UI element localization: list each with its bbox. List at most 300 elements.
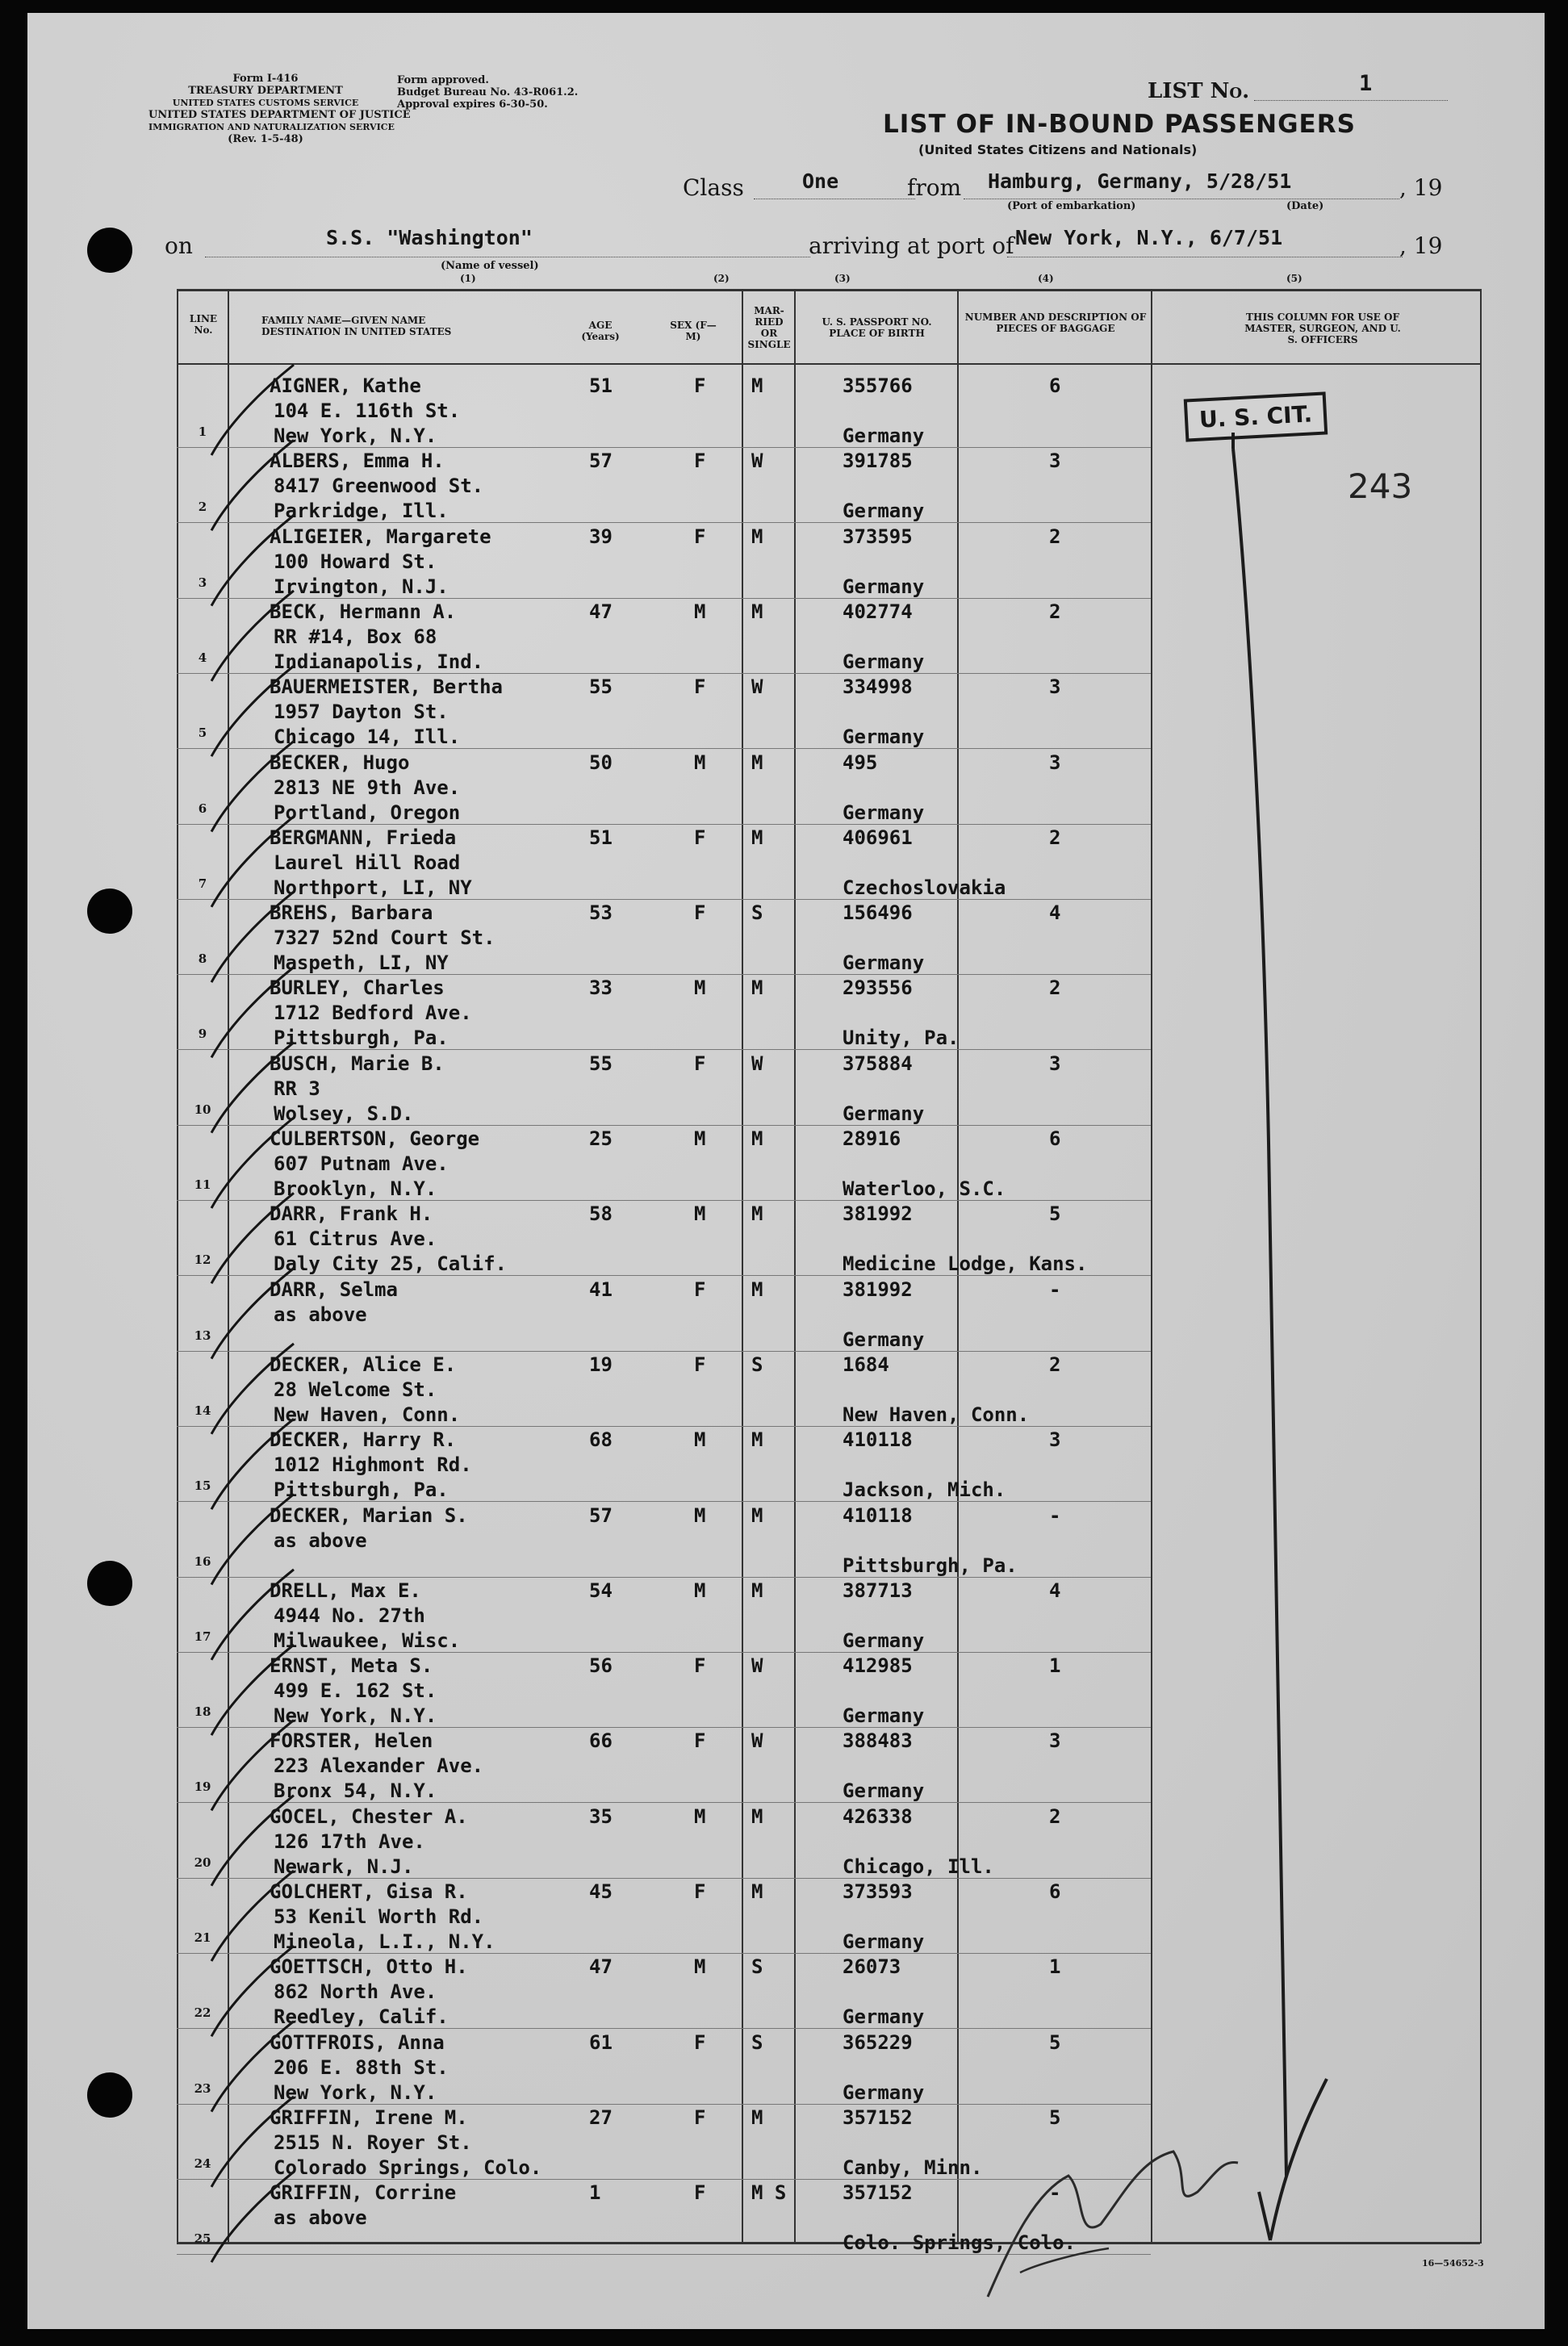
place-of-birth: Waterloo, S.C. bbox=[843, 1177, 1006, 1200]
passenger-marital-status: M bbox=[751, 2106, 763, 2129]
passenger-marital-status: W bbox=[751, 1654, 763, 1678]
header-name: FAMILY NAME—GIVEN NAME DESTINATION IN UNITED STATES bbox=[261, 315, 452, 337]
passenger-city-line: New Haven, Conn. bbox=[274, 1403, 461, 1426]
baggage-count: 3 bbox=[1049, 675, 1061, 699]
passenger-name: DECKER, Alice E. bbox=[270, 1353, 457, 1376]
passenger-name: DARR, Frank H. bbox=[270, 1202, 433, 1226]
passport-number: 1684 bbox=[843, 1353, 889, 1376]
line-number: 1 bbox=[198, 424, 207, 439]
passenger-age: 54 bbox=[589, 1579, 613, 1602]
header-baggage: NUMBER AND DESCRIPTION OF PIECES OF BAGGAGE bbox=[964, 312, 1147, 334]
place-of-birth: Pittsburgh, Pa. bbox=[843, 1554, 1018, 1577]
line-number: 13 bbox=[194, 1328, 211, 1343]
place-of-birth: Germany bbox=[843, 1629, 925, 1652]
baggage-count: 2 bbox=[1049, 1804, 1061, 1828]
place-of-birth: Germany bbox=[843, 1328, 925, 1351]
check-mark bbox=[211, 1570, 294, 1660]
passenger-address-line: 8417 Greenwood St. bbox=[274, 475, 484, 498]
check-mark bbox=[211, 666, 294, 756]
arriving-value: New York, N.Y., 6/7/51 bbox=[1015, 226, 1283, 249]
approval-line: Budget Bureau No. 43-R061.2. bbox=[397, 86, 579, 98]
baggage-count: 6 bbox=[1049, 1880, 1061, 1903]
baggage-count: 2 bbox=[1049, 976, 1061, 1000]
passport-number: 381992 bbox=[843, 1202, 913, 1226]
line-number: 11 bbox=[194, 1177, 211, 1192]
passenger-address-line: 126 17th Ave. bbox=[274, 1830, 425, 1853]
passport-number: 406961 bbox=[843, 826, 913, 849]
passenger-sex: M bbox=[694, 1428, 706, 1452]
passport-number: 373593 bbox=[843, 1880, 913, 1903]
baggage-count: 6 bbox=[1049, 374, 1061, 397]
passenger-marital-status: S bbox=[751, 2030, 763, 2054]
on-label: on bbox=[165, 232, 193, 259]
passenger-sex: M bbox=[694, 976, 706, 1000]
line-number: 22 bbox=[194, 2005, 211, 2021]
place-of-birth: Germany bbox=[843, 1779, 925, 1803]
passenger-city-line: Mineola, L.I., N.Y. bbox=[274, 1930, 495, 1953]
agency-line: TREASURY DEPARTMENT bbox=[188, 85, 343, 97]
passport-number: 357152 bbox=[843, 2106, 913, 2129]
baggage-count: 5 bbox=[1049, 1202, 1061, 1226]
baggage-count: 3 bbox=[1049, 751, 1061, 774]
baggage-count: 5 bbox=[1049, 2106, 1061, 2129]
passport-number: 156496 bbox=[843, 901, 913, 925]
col-number-3: (3) bbox=[834, 273, 851, 284]
passport-number: 410118 bbox=[843, 1428, 913, 1452]
passenger-sex: F bbox=[694, 450, 706, 473]
passenger-marital-status: M bbox=[751, 600, 763, 623]
passenger-city-line: Northport, LI, NY bbox=[274, 876, 472, 899]
place-of-birth: Medicine Lodge, Kans. bbox=[843, 1252, 1088, 1276]
passenger-name: BECKER, Hugo bbox=[270, 751, 410, 774]
passenger-marital-status: M bbox=[751, 1428, 763, 1452]
check-mark bbox=[211, 742, 294, 832]
check-mark bbox=[211, 1344, 294, 1434]
header-sex: SEX (F—M) bbox=[670, 320, 717, 342]
passenger-marital-status: M bbox=[751, 751, 763, 774]
passenger-name: DECKER, Harry R. bbox=[270, 1428, 457, 1452]
passport-number: 426338 bbox=[843, 1804, 913, 1828]
passenger-city-line: Wolsey, S.D. bbox=[274, 1102, 414, 1125]
passenger-age: 51 bbox=[589, 374, 613, 397]
passenger-address-line: 61 Citrus Ave. bbox=[274, 1227, 437, 1251]
line-number: 12 bbox=[194, 1252, 211, 1268]
line-number: 25 bbox=[194, 2231, 211, 2247]
passenger-sex: M bbox=[694, 600, 706, 623]
passenger-city-line: Parkridge, Ill. bbox=[274, 500, 449, 523]
passport-number: 355766 bbox=[843, 374, 913, 397]
baggage-count: 6 bbox=[1049, 1127, 1061, 1150]
passport-number: 365229 bbox=[843, 2030, 913, 2054]
place-of-birth: Germany bbox=[843, 424, 925, 447]
passenger-sex: M bbox=[694, 1127, 706, 1150]
passenger-marital-status: M bbox=[751, 1202, 763, 1226]
check-mark bbox=[211, 591, 294, 681]
passenger-age: 50 bbox=[589, 751, 613, 774]
passenger-marital-status: S bbox=[751, 1353, 763, 1376]
passenger-age: 57 bbox=[589, 450, 613, 473]
from-label: from bbox=[907, 174, 962, 201]
passenger-marital-status: S bbox=[751, 901, 763, 925]
passenger-marital-status: M bbox=[751, 1127, 763, 1150]
handwritten-marks bbox=[27, 13, 1545, 2329]
passenger-address-line: 100 Howard St. bbox=[274, 550, 437, 573]
place-of-birth: Germany bbox=[843, 801, 925, 824]
passport-number: 410118 bbox=[843, 1503, 913, 1527]
place-of-birth: New Haven, Conn. bbox=[843, 1403, 1030, 1426]
line-number: 4 bbox=[198, 650, 207, 665]
passenger-address-line: 223 Alexander Ave. bbox=[274, 1754, 484, 1778]
passenger-name: GOETTSCH, Otto H. bbox=[270, 1955, 468, 1979]
baggage-count: - bbox=[1049, 1278, 1061, 1301]
passenger-name: GRIFFIN, Corrine bbox=[270, 2181, 457, 2205]
header-line-no: LINE No. bbox=[189, 313, 218, 336]
check-mark bbox=[211, 1118, 294, 1208]
form-number: Form I-416 bbox=[232, 73, 299, 85]
passenger-marital-status: W bbox=[751, 1729, 763, 1753]
passenger-sex: M bbox=[694, 751, 706, 774]
passenger-name: ALIGEIER, Margarete bbox=[270, 525, 491, 548]
passport-number: 387713 bbox=[843, 1579, 913, 1602]
passenger-sex: M bbox=[694, 1804, 706, 1828]
passenger-name: FORSTER, Helen bbox=[270, 1729, 433, 1753]
passenger-address-line: RR 3 bbox=[274, 1077, 320, 1100]
approval-line: Form approved. bbox=[397, 74, 489, 86]
passenger-name: AIGNER, Kathe bbox=[270, 374, 421, 397]
passenger-city-line: Irvington, N.J. bbox=[274, 575, 449, 598]
passenger-name: ERNST, Meta S. bbox=[270, 1654, 433, 1678]
passport-number: 391785 bbox=[843, 450, 913, 473]
passenger-address-line: RR #14, Box 68 bbox=[274, 625, 437, 648]
passenger-name: GOLCHERT, Gisa R. bbox=[270, 1880, 468, 1903]
passenger-marital-status: M bbox=[751, 374, 763, 397]
passenger-age: 53 bbox=[589, 901, 613, 925]
baggage-count: 1 bbox=[1049, 1654, 1061, 1678]
passenger-sex: F bbox=[694, 826, 706, 849]
passenger-city-line: Reedley, Calif. bbox=[274, 2005, 449, 2029]
passport-number: 495 bbox=[843, 751, 878, 774]
passport-number: 293556 bbox=[843, 976, 913, 1000]
check-mark bbox=[211, 440, 294, 530]
passenger-sex: F bbox=[694, 1880, 706, 1903]
passenger-sex: F bbox=[694, 901, 706, 925]
passenger-marital-status: M bbox=[751, 525, 763, 548]
check-mark bbox=[211, 2022, 294, 2112]
passenger-marital-status: M S bbox=[751, 2181, 787, 2205]
line-number: 16 bbox=[194, 1554, 211, 1569]
passenger-age: 66 bbox=[589, 1729, 613, 1753]
passenger-city-line: Bronx 54, N.Y. bbox=[274, 1779, 437, 1803]
revision-date: (Rev. 1-5-48) bbox=[228, 133, 303, 145]
passenger-marital-status: M bbox=[751, 1579, 763, 1602]
check-mark bbox=[211, 892, 294, 982]
document-subtitle: (United States Citizens and Nationals) bbox=[918, 142, 1198, 157]
line-number: 17 bbox=[194, 1629, 211, 1644]
place-of-birth: Germany bbox=[843, 1704, 925, 1728]
passenger-address-line: as above bbox=[274, 1303, 367, 1326]
passenger-marital-status: M bbox=[751, 826, 763, 849]
passenger-name: GRIFFIN, Irene M. bbox=[270, 2106, 468, 2129]
baggage-count: 4 bbox=[1049, 1579, 1061, 1602]
agency-line: UNITED STATES DEPARTMENT OF JUSTICE bbox=[148, 109, 411, 121]
passenger-marital-status: M bbox=[751, 976, 763, 1000]
baggage-count: 2 bbox=[1049, 600, 1061, 623]
passenger-age: 39 bbox=[589, 525, 613, 548]
passenger-age: 41 bbox=[589, 1278, 613, 1301]
passenger-age: 27 bbox=[589, 2106, 613, 2129]
passport-number: 402774 bbox=[843, 600, 913, 623]
passenger-age: 68 bbox=[589, 1428, 613, 1452]
passport-number: 334998 bbox=[843, 675, 913, 699]
passenger-sex: M bbox=[694, 1579, 706, 1602]
year-suffix: , 19 bbox=[1399, 174, 1443, 201]
passenger-name: GOCEL, Chester A. bbox=[270, 1804, 468, 1828]
passenger-address-line: Laurel Hill Road bbox=[274, 851, 461, 874]
line-number: 6 bbox=[198, 801, 207, 816]
passenger-name: BUSCH, Marie B. bbox=[270, 1052, 445, 1075]
baggage-count: 4 bbox=[1049, 901, 1061, 925]
passenger-age: 35 bbox=[589, 1804, 613, 1828]
passenger-sex: F bbox=[694, 1353, 706, 1376]
passenger-name: BAUERMEISTER, Bertha bbox=[270, 675, 503, 699]
passenger-age: 1 bbox=[589, 2181, 601, 2205]
passenger-age: 47 bbox=[589, 1955, 613, 1979]
check-mark bbox=[211, 1043, 294, 1133]
baggage-count: 1 bbox=[1049, 1955, 1061, 1979]
check-mark bbox=[211, 1269, 294, 1359]
passenger-age: 47 bbox=[589, 600, 613, 623]
passenger-age: 55 bbox=[589, 1052, 613, 1075]
passenger-sex: F bbox=[694, 1729, 706, 1753]
place-of-birth: Unity, Pa. bbox=[843, 1027, 960, 1050]
col-number-4: (4) bbox=[1038, 273, 1054, 284]
passenger-address-line: 2515 N. Royer St. bbox=[274, 2131, 472, 2154]
us-citizen-stamp: U. S. CIT. bbox=[1184, 391, 1328, 441]
passenger-city-line: Portland, Oregon bbox=[274, 801, 461, 824]
check-mark bbox=[211, 1193, 294, 1283]
passenger-sex: F bbox=[694, 1052, 706, 1075]
place-of-birth: Germany bbox=[843, 2080, 925, 2104]
check-mark bbox=[211, 1495, 294, 1585]
passenger-city-line: Pittsburgh, Pa. bbox=[274, 1027, 449, 1050]
port-caption: (Port of embarkation) bbox=[1007, 200, 1136, 212]
passenger-city-line: Daly City 25, Calif. bbox=[274, 1252, 507, 1276]
baggage-count: - bbox=[1049, 2181, 1061, 2205]
class-value: One bbox=[802, 169, 839, 193]
passenger-address-line: 1012 Highmont Rd. bbox=[274, 1453, 472, 1477]
place-of-birth: Germany bbox=[843, 1102, 925, 1125]
check-mark bbox=[211, 817, 294, 907]
col-number-1: (1) bbox=[460, 273, 476, 284]
passenger-sex: F bbox=[694, 675, 706, 699]
place-of-birth: Germany bbox=[843, 951, 925, 975]
list-no-label: LIST No. bbox=[1148, 79, 1250, 103]
col-number-2: (2) bbox=[713, 273, 730, 284]
line-number: 20 bbox=[194, 1855, 211, 1870]
passport-number: 26073 bbox=[843, 1955, 901, 1979]
vessel-value: S.S. "Washington" bbox=[326, 226, 533, 249]
baggage-count: 3 bbox=[1049, 1729, 1061, 1753]
header-officers: THIS COLUMN FOR USE OF MASTER, SURGEON, AND U. S. OFFICERS bbox=[1244, 312, 1401, 345]
line-number: 7 bbox=[198, 876, 207, 891]
passenger-address-line: as above bbox=[274, 1528, 367, 1552]
passenger-name: DRELL, Max E. bbox=[270, 1579, 421, 1602]
passenger-address-line: as above bbox=[274, 2206, 367, 2230]
line-number: 8 bbox=[198, 951, 207, 967]
line-number: 15 bbox=[194, 1478, 211, 1494]
passenger-address-line: 28 Welcome St. bbox=[274, 1378, 437, 1401]
document-title: LIST OF IN-BOUND PASSENGERS bbox=[883, 110, 1356, 139]
line-number: 23 bbox=[194, 2080, 211, 2096]
passenger-address-line: 7327 52nd Court St. bbox=[274, 926, 495, 950]
passenger-age: 57 bbox=[589, 1503, 613, 1527]
passport-number: 28916 bbox=[843, 1127, 901, 1150]
check-mark bbox=[211, 1946, 294, 2036]
passenger-name: ALBERS, Emma H. bbox=[270, 450, 445, 473]
passenger-city-line: Chicago 14, Ill. bbox=[274, 726, 461, 749]
manifest-page bbox=[27, 13, 1545, 2329]
arriving-label: arriving at port of bbox=[809, 232, 1014, 259]
passenger-city-line: New York, N.Y. bbox=[274, 2080, 437, 2104]
passenger-name: DECKER, Marian S. bbox=[270, 1503, 468, 1527]
passenger-marital-status: M bbox=[751, 1503, 763, 1527]
check-mark bbox=[211, 516, 294, 606]
place-of-birth: Jackson, Mich. bbox=[843, 1478, 1006, 1502]
passenger-city-line: Colorado Springs, Colo. bbox=[274, 2156, 542, 2179]
passenger-address-line: 1957 Dayton St. bbox=[274, 700, 449, 724]
form-code: 16—54652-3 bbox=[1422, 2258, 1484, 2269]
baggage-count: 2 bbox=[1049, 826, 1061, 849]
line-number: 18 bbox=[194, 1704, 211, 1720]
passenger-marital-status: M bbox=[751, 1804, 763, 1828]
passenger-address-line: 104 E. 116th St. bbox=[274, 399, 461, 422]
place-of-birth: Canby, Minn. bbox=[843, 2156, 983, 2179]
passport-number: 375884 bbox=[843, 1052, 913, 1075]
line-number: 24 bbox=[194, 2156, 211, 2171]
passenger-city-line: Indianapolis, Ind. bbox=[274, 650, 484, 673]
line-number: 10 bbox=[194, 1102, 211, 1117]
passenger-name: BREHS, Barbara bbox=[270, 901, 433, 925]
passenger-age: 56 bbox=[589, 1654, 613, 1678]
passenger-sex: M bbox=[694, 1503, 706, 1527]
date-caption: (Date) bbox=[1286, 200, 1324, 212]
passenger-sex: F bbox=[694, 374, 706, 397]
baggage-count: 5 bbox=[1049, 2030, 1061, 2054]
check-mark bbox=[211, 2097, 294, 2187]
check-mark bbox=[211, 2172, 294, 2262]
passenger-sex: F bbox=[694, 2181, 706, 2205]
passenger-name: BERGMANN, Frieda bbox=[270, 826, 457, 849]
baggage-count: 2 bbox=[1049, 1353, 1061, 1376]
place-of-birth: Germany bbox=[843, 500, 925, 523]
passenger-marital-status: M bbox=[751, 1278, 763, 1301]
check-mark bbox=[211, 1645, 294, 1735]
passport-number: 388483 bbox=[843, 1729, 913, 1753]
place-of-birth: Colo. Springs, Colo. bbox=[843, 2231, 1076, 2255]
baggage-count: 2 bbox=[1049, 525, 1061, 548]
passenger-city-line: New York, N.Y. bbox=[274, 1704, 437, 1728]
passenger-age: 19 bbox=[589, 1353, 613, 1376]
place-of-birth: Czechoslovakia bbox=[843, 876, 1006, 899]
passenger-sex: F bbox=[694, 2106, 706, 2129]
passenger-name: CULBERTSON, George bbox=[270, 1127, 480, 1150]
passenger-address-line: 2813 NE 9th Ave. bbox=[274, 776, 461, 799]
vessel-caption: (Name of vessel) bbox=[441, 260, 539, 272]
passenger-sex: F bbox=[694, 2030, 706, 2054]
agency-line: IMMIGRATION AND NATURALIZATION SERVICE bbox=[148, 122, 395, 132]
passenger-marital-status: W bbox=[751, 675, 763, 699]
passenger-sex: M bbox=[694, 1955, 706, 1979]
passport-number: 357152 bbox=[843, 2181, 913, 2205]
passenger-address-line: 53 Kenil Worth Rd. bbox=[274, 1905, 484, 1928]
place-of-birth: Germany bbox=[843, 2005, 925, 2029]
passenger-address-line: 4944 No. 27th bbox=[274, 1604, 425, 1627]
header-age: AGE (Years) bbox=[581, 320, 620, 342]
passenger-city-line: New York, N.Y. bbox=[274, 424, 437, 447]
baggage-count: - bbox=[1049, 1503, 1061, 1527]
passenger-age: 33 bbox=[589, 976, 613, 1000]
check-mark bbox=[211, 1720, 294, 1810]
passenger-sex: M bbox=[694, 1202, 706, 1226]
passenger-city-line: Maspeth, LI, NY bbox=[274, 951, 449, 975]
passport-number: 412985 bbox=[843, 1654, 913, 1678]
line-number: 14 bbox=[194, 1403, 211, 1418]
check-mark bbox=[211, 1796, 294, 1886]
place-of-birth: Germany bbox=[843, 1930, 925, 1953]
line-number: 5 bbox=[198, 726, 207, 741]
passenger-age: 55 bbox=[589, 675, 613, 699]
list-no-value: 1 bbox=[1359, 71, 1373, 96]
place-of-birth: Germany bbox=[843, 726, 925, 749]
agency-line: UNITED STATES CUSTOMS SERVICE bbox=[172, 98, 359, 108]
passenger-name: DARR, Selma bbox=[270, 1278, 398, 1301]
passenger-age: 58 bbox=[589, 1202, 613, 1226]
line-number: 21 bbox=[194, 1930, 211, 1945]
passenger-marital-status: W bbox=[751, 1052, 763, 1075]
check-mark bbox=[211, 1419, 294, 1509]
year-suffix-2: , 19 bbox=[1399, 232, 1443, 259]
passenger-address-line: 607 Putnam Ave. bbox=[274, 1152, 449, 1175]
check-mark bbox=[211, 967, 294, 1057]
line-number: 9 bbox=[198, 1027, 207, 1042]
passenger-marital-status: W bbox=[751, 450, 763, 473]
passenger-age: 51 bbox=[589, 826, 613, 849]
place-of-birth: Chicago, Ill. bbox=[843, 1855, 994, 1878]
line-number: 3 bbox=[198, 575, 207, 590]
passenger-address-line: 862 North Ave. bbox=[274, 1980, 437, 2004]
passenger-age: 45 bbox=[589, 1880, 613, 1903]
baggage-count: 3 bbox=[1049, 1428, 1061, 1452]
passenger-sex: F bbox=[694, 1278, 706, 1301]
passenger-sex: F bbox=[694, 1654, 706, 1678]
passenger-address-line: 206 E. 88th St. bbox=[274, 2055, 449, 2079]
check-mark bbox=[211, 1871, 294, 1961]
passenger-marital-status: S bbox=[751, 1955, 763, 1979]
baggage-count: 3 bbox=[1049, 1052, 1061, 1075]
passenger-marital-status: M bbox=[751, 1880, 763, 1903]
passenger-age: 25 bbox=[589, 1127, 613, 1150]
passenger-name: BECK, Hermann A. bbox=[270, 600, 457, 623]
passenger-name: GOTTFROIS, Anna bbox=[270, 2030, 445, 2054]
passport-number: 373595 bbox=[843, 525, 913, 548]
passenger-address-line: 499 E. 162 St. bbox=[274, 1679, 437, 1703]
passenger-count: 243 bbox=[1348, 466, 1413, 506]
passenger-address-line: 1712 Bedford Ave. bbox=[274, 1002, 472, 1025]
approval-line: Approval expires 6-30-50. bbox=[397, 98, 548, 111]
check-mark bbox=[211, 365, 294, 455]
header-passport: U. S. PASSPORT NO. PLACE OF BIRTH bbox=[822, 316, 932, 339]
baggage-count: 3 bbox=[1049, 450, 1061, 473]
